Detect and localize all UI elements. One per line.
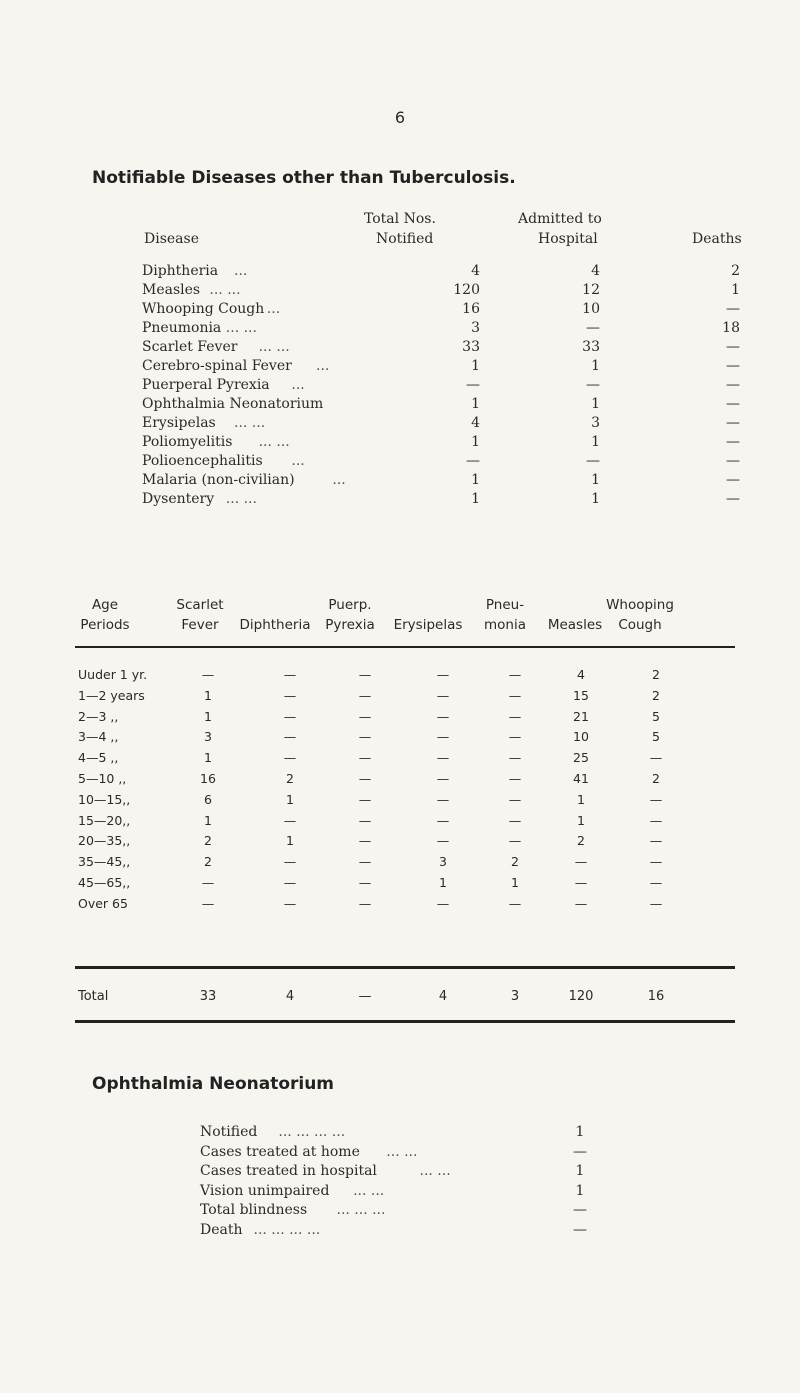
section-title-ophthalmia: Ophthalmia Neonatorium [92, 1074, 335, 1094]
whooping-cell: — [649, 750, 663, 766]
total-diphtheria: 4 [285, 989, 295, 1004]
puerp-cell: — [358, 895, 372, 911]
puerp-cell: — [358, 750, 372, 766]
notified-count: 33 [462, 339, 480, 355]
leader-dots: ... [234, 263, 248, 279]
table-row [78, 833, 748, 854]
whooping-cell: 5 [652, 708, 660, 724]
notified-count: 3 [471, 320, 480, 336]
hospital-count: — [586, 377, 600, 393]
table-row [120, 453, 740, 472]
table-row [78, 854, 748, 875]
pneumonia-cell: — [508, 770, 522, 786]
leader-dots: ... ... [225, 320, 257, 336]
ophthalmia-value: — [573, 1221, 587, 1238]
diphtheria-cell: — [283, 750, 297, 766]
notified-count: — [466, 453, 480, 469]
disease-name: Scarlet Fever [142, 339, 238, 355]
age-period: 15—20,, [78, 812, 131, 828]
scarlet-cell: — [201, 667, 215, 682]
header-puerp-line2: Pyrexia [325, 617, 375, 633]
erysipelas-cell: 3 [439, 854, 447, 870]
list-item [200, 1183, 620, 1203]
leader-dots: ... ... [258, 339, 290, 355]
ophthalmia-label: Notified [200, 1124, 258, 1140]
puerp-cell: — [358, 812, 372, 828]
header-measles: Measles [547, 617, 603, 633]
measles-cell: 1 [577, 812, 585, 828]
table-row [120, 472, 740, 491]
measles-cell: 2 [577, 833, 585, 849]
erysipelas-cell: — [436, 833, 450, 849]
deaths-count: — [726, 415, 740, 431]
pneumonia-cell: — [508, 708, 522, 724]
leader-dots: ... ... [258, 434, 290, 450]
hospital-count: 1 [591, 358, 600, 374]
hospital-count: 1 [591, 472, 600, 488]
header-age-line2: Periods [80, 617, 130, 633]
puerp-cell: — [358, 667, 372, 682]
leader-dots: ... ... ... ... [278, 1124, 346, 1140]
whooping-cell: — [649, 791, 663, 807]
table-row [78, 729, 748, 750]
measles-cell: — [574, 895, 588, 911]
header-pneu-line1: Pneu- [485, 597, 525, 613]
notified-count: 4 [471, 415, 480, 431]
measles-cell: 1 [577, 791, 585, 807]
age-period: Uuder 1 yr. [78, 667, 148, 682]
whooping-cell: 2 [652, 667, 660, 682]
notified-count: 1 [471, 358, 480, 374]
scarlet-cell: 1 [204, 750, 212, 766]
scarlet-cell: 3 [204, 729, 212, 745]
leader-dots: ... [291, 377, 305, 393]
leader-dots: ... ... [234, 415, 266, 431]
diphtheria-cell: — [283, 667, 297, 682]
scarlet-cell: 1 [204, 812, 212, 828]
puerp-cell: — [358, 729, 372, 745]
deaths-count: — [726, 472, 740, 488]
ophthalmia-label: Death [200, 1221, 243, 1238]
measles-cell: — [574, 854, 588, 870]
table-row [78, 709, 748, 730]
table-row [78, 750, 748, 771]
section-title-notifiable-diseases: Notifiable Diseases other than Tuberculosis. [92, 168, 516, 188]
table-row [120, 320, 740, 339]
measles-cell: 21 [573, 708, 589, 724]
pneumonia-cell: — [508, 687, 522, 703]
header-whooping-line1: Whooping [606, 597, 674, 613]
page-number: 6 [394, 108, 406, 127]
table-rule-bottom [75, 1020, 735, 1023]
scarlet-cell: 1 [204, 708, 212, 724]
deaths-count: — [726, 301, 740, 317]
whooping-cell: — [649, 812, 663, 828]
leader-dots: ... ... [419, 1163, 451, 1179]
deaths-count: — [726, 377, 740, 393]
hospital-count: 10 [582, 301, 600, 317]
header-pneu-line2: monia [484, 617, 526, 633]
header-whooping-line2: Cough [618, 617, 662, 633]
table-row [120, 491, 740, 510]
notified-count: 1 [471, 434, 480, 450]
puerp-cell: — [358, 708, 372, 724]
header-deaths: Deaths [692, 231, 742, 247]
header-notified-line1: Total Nos. [364, 211, 436, 227]
leader-dots: ... [332, 472, 346, 488]
disease-table-header [92, 200, 747, 248]
puerp-cell: — [358, 833, 372, 849]
total-label: Total [78, 989, 109, 1004]
whooping-cell: 2 [652, 770, 660, 786]
table-row [120, 434, 740, 453]
disease-name: Whooping Cough [142, 301, 265, 317]
table-row [78, 771, 748, 792]
leader-dots: ... ... ... ... [253, 1221, 321, 1238]
erysipelas-cell: — [436, 812, 450, 828]
total-measles: 120 [568, 989, 594, 1004]
table-row [78, 813, 748, 834]
pneumonia-cell: — [508, 667, 522, 682]
erysipelas-cell: — [436, 770, 450, 786]
measles-cell: 10 [573, 729, 589, 745]
leader-dots: ... ... [386, 1143, 418, 1160]
whooping-cell: — [649, 895, 663, 911]
disease-table-body [120, 263, 740, 510]
scarlet-cell: 2 [204, 833, 212, 849]
ophthalmia-value: 1 [575, 1124, 585, 1140]
pneumonia-cell: — [508, 791, 522, 807]
erysipelas-cell: 1 [439, 874, 447, 890]
leader-dots: ... ... [353, 1182, 385, 1199]
notified-count: 1 [471, 396, 480, 412]
ophthalmia-label: Cases treated at home [200, 1143, 360, 1160]
deaths-count: 2 [731, 263, 740, 279]
whooping-cell: 5 [652, 729, 660, 745]
scarlet-cell: 1 [204, 687, 212, 703]
header-puerp-pyrexia [315, 595, 385, 635]
scarlet-cell: — [201, 874, 215, 890]
header-hospital-line2: Hospital [538, 231, 598, 247]
whooping-cell: — [649, 854, 663, 870]
diphtheria-cell: — [283, 895, 297, 911]
ophthalmia-value: — [573, 1202, 587, 1218]
header-whooping-cough [600, 595, 680, 635]
list-item [200, 1144, 620, 1164]
table-row [120, 396, 740, 415]
header-puerp-line1: Puerp. [328, 597, 372, 613]
age-period: 3—4 ,, [78, 729, 119, 745]
deaths-count: — [726, 491, 740, 507]
deaths-count: — [726, 434, 740, 450]
erysipelas-cell: — [436, 750, 450, 766]
diphtheria-cell: 1 [286, 791, 294, 807]
total-puerp: — [358, 989, 372, 1004]
list-item [200, 1222, 620, 1242]
header-pneumonia [475, 595, 535, 635]
disease-name: Cerebro-spinal Fever [142, 358, 292, 374]
header-disease: Disease [144, 231, 199, 247]
age-period: 45—65,, [78, 874, 131, 890]
table-row [78, 875, 748, 896]
header-scarlet-line1: Scarlet [176, 597, 224, 613]
puerp-cell: — [358, 687, 372, 703]
table-row [120, 358, 740, 377]
age-period: Over 65 [78, 895, 128, 911]
hospital-count: 12 [582, 282, 600, 298]
notified-count: 1 [471, 472, 480, 488]
disease-name: Dysentery [142, 491, 215, 507]
table-row [120, 415, 740, 434]
header-scarlet-fever [165, 595, 235, 635]
ophthalmia-value: — [573, 1143, 587, 1160]
deaths-count: 18 [722, 320, 740, 336]
list-item [200, 1124, 620, 1144]
diphtheria-cell: — [283, 812, 297, 828]
ophthalmia-table [200, 1124, 620, 1241]
measles-cell: — [574, 874, 588, 890]
disease-name: Ophthalmia Neonatorium [142, 396, 324, 412]
leader-dots: ... [266, 301, 281, 317]
scarlet-cell: 6 [204, 791, 212, 807]
header-age-periods [70, 595, 140, 635]
erysipelas-cell: — [436, 687, 450, 703]
disease-name: Polioencephalitis [142, 453, 263, 469]
notified-count: 120 [453, 282, 480, 298]
ophthalmia-label: Total blindness [200, 1202, 308, 1218]
table-row [78, 792, 748, 813]
table-row [120, 263, 740, 282]
notified-count: — [466, 377, 480, 393]
erysipelas-cell: — [436, 895, 450, 911]
header-hospital-line1: Admitted to [518, 211, 602, 227]
table-rule-top [75, 646, 735, 648]
ophthalmia-label: Cases treated in hospital [200, 1163, 377, 1179]
diphtheria-cell: 1 [286, 833, 294, 849]
notified-count: 16 [462, 301, 480, 317]
table-row [120, 377, 740, 396]
erysipelas-cell: — [436, 729, 450, 745]
scarlet-cell: 2 [204, 854, 212, 870]
table-row [120, 282, 740, 301]
pneumonia-cell: 2 [511, 854, 519, 870]
erysipelas-cell: — [436, 791, 450, 807]
hospital-count: 4 [591, 263, 600, 279]
diphtheria-cell: — [283, 874, 297, 890]
hospital-count: 1 [591, 491, 600, 507]
age-period: 35—45,, [78, 854, 131, 870]
pneumonia-cell: — [508, 750, 522, 766]
leader-dots: ... ... [225, 491, 257, 507]
total-scarlet: 33 [199, 989, 217, 1004]
disease-name: Puerperal Pyrexia [142, 377, 270, 393]
hospital-count: 1 [591, 434, 600, 450]
table-row [120, 301, 740, 320]
header-diphtheria: Diphtheria [239, 617, 311, 633]
whooping-cell: — [649, 833, 663, 849]
leader-dots: ... [291, 453, 305, 469]
age-period: 1—2 years [78, 687, 145, 703]
pneumonia-cell: 1 [511, 874, 519, 890]
deaths-count: — [726, 358, 740, 374]
whooping-cell: 2 [652, 687, 660, 703]
disease-name: Malaria (non-civilian) [142, 472, 295, 488]
leader-dots: ... ... [209, 282, 241, 298]
deaths-count: — [726, 453, 740, 469]
pneumonia-cell: — [508, 729, 522, 745]
header-scarlet-line2: Fever [181, 617, 219, 633]
table-row [120, 339, 740, 358]
leader-dots: ... ... ... [336, 1202, 386, 1218]
ophthalmia-value: 1 [575, 1163, 585, 1179]
table-row [78, 667, 748, 688]
puerp-cell: — [358, 854, 372, 870]
leader-dots: ... [316, 358, 330, 374]
age-period: 10—15,, [78, 791, 131, 807]
diphtheria-cell: 2 [286, 770, 294, 786]
list-item [200, 1163, 620, 1183]
puerp-cell: — [358, 874, 372, 890]
deaths-count: 1 [731, 282, 740, 298]
puerp-cell: — [358, 791, 372, 807]
diphtheria-cell: — [283, 687, 297, 703]
list-item [200, 1202, 620, 1222]
hospital-count: — [586, 453, 600, 469]
erysipelas-cell: — [436, 667, 450, 682]
disease-name: Pneumonia [142, 320, 222, 336]
ophthalmia-label: Vision unimpaired [200, 1182, 330, 1199]
header-erysipelas: Erysipelas [393, 617, 463, 633]
erysipelas-cell: — [436, 708, 450, 724]
disease-name: Poliomyelitis [142, 434, 233, 450]
disease-name: Erysipelas [142, 415, 216, 431]
hospital-count: 1 [591, 396, 600, 412]
disease-name: Measles [142, 282, 201, 298]
table-row [78, 896, 748, 917]
ophthalmia-value: 1 [575, 1182, 585, 1199]
puerp-cell: — [358, 770, 372, 786]
diphtheria-cell: — [283, 729, 297, 745]
measles-cell: 15 [573, 687, 589, 703]
table-row [78, 688, 748, 709]
whooping-cell: — [649, 874, 663, 890]
hospital-count: — [586, 320, 600, 336]
scarlet-cell: 16 [200, 770, 216, 786]
age-table-body [78, 667, 748, 917]
pneumonia-cell: — [508, 833, 522, 849]
header-notified-line2: Notified [376, 231, 434, 247]
total-pneumonia: 3 [510, 989, 520, 1004]
deaths-count: — [726, 339, 740, 355]
pneumonia-cell: — [508, 812, 522, 828]
diphtheria-cell: — [283, 708, 297, 724]
age-period: 20—35,, [78, 833, 131, 849]
age-period: 5—10 ,, [78, 770, 127, 786]
disease-name: Diphtheria [142, 263, 219, 279]
measles-cell: 41 [573, 770, 589, 786]
total-erysipelas: 4 [438, 989, 448, 1004]
diphtheria-cell: — [283, 854, 297, 870]
age-period: 2—3 ,, [78, 708, 119, 724]
measles-cell: 25 [573, 750, 589, 766]
measles-cell: 4 [577, 667, 585, 682]
header-age-line1: Age [91, 597, 119, 613]
hospital-count: 33 [582, 339, 600, 355]
hospital-count: 3 [591, 415, 600, 431]
deaths-count: — [726, 396, 740, 412]
table-rule-middle [75, 966, 735, 969]
notified-count: 4 [471, 263, 480, 279]
total-whooping: 16 [647, 989, 665, 1004]
age-period: 4—5 ,, [78, 750, 119, 766]
scarlet-cell: — [201, 895, 215, 911]
age-table-header [70, 595, 750, 639]
notified-count: 1 [471, 491, 480, 507]
pneumonia-cell: — [508, 895, 522, 911]
